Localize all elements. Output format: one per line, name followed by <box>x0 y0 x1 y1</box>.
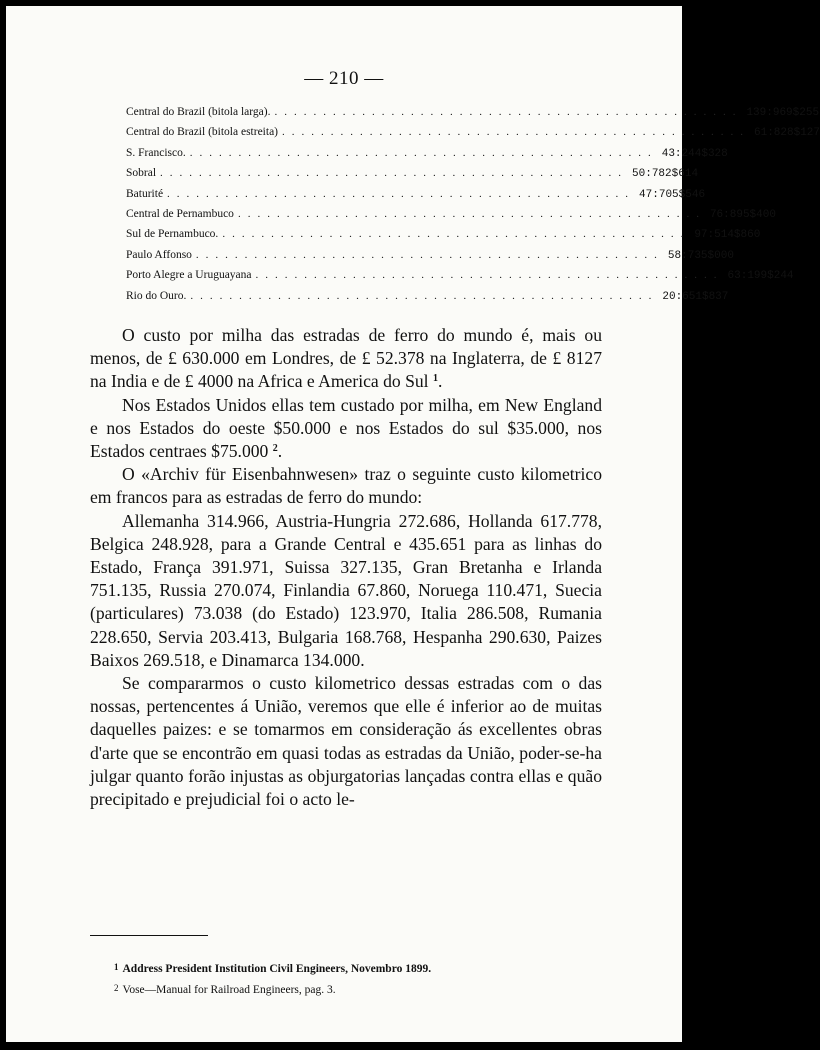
table-row <box>126 187 706 208</box>
leader-dots: ................................................ <box>237 207 706 220</box>
table-row <box>126 167 699 187</box>
footnote-mark: 2 <box>114 983 119 993</box>
row-value: 63:199$244 <box>727 270 794 283</box>
railway-cost-table <box>126 106 820 310</box>
paragraph-archiv <box>90 463 602 509</box>
page-number: — 210 — <box>304 68 384 89</box>
paragraph-text: Se compararmos o custo kilometrico dessas estradas com o das nossas, pertencentes á União, veremos que elle é inferior ao de muitas daquelles paizes: e se tomarmos em consideração ás excellentes obras d'arte que se encontrão em quasi todas as estradas da União, poder-se-ha julgar quanto forão injustas as objurgatorias lançadas contra ellas e quão precipitado e prejudicial foi o acto le- <box>90 673 602 810</box>
footnote-text: Address President Institution Civil Engineers, Novembro 1899. <box>122 963 432 975</box>
table-row <box>126 228 761 248</box>
row-value: 43:244$328 <box>661 147 728 160</box>
footnote-1 <box>114 958 584 979</box>
table-row <box>126 269 794 289</box>
paragraph-country-costs <box>90 510 602 672</box>
paragraph-text: O custo por milha das estradas de ferro do mundo é, mais ou menos, de £ 630.000 em Londres, de £ 52.378 na Inglaterra, de £ 8127 na India e de £ 4000 na Africa e America do Sul <box>90 325 602 392</box>
footnote-ref: 2 <box>272 443 278 455</box>
row-name: Paulo Affonso <box>126 248 192 261</box>
leader-dots: ................................................ <box>189 146 658 159</box>
leader-dots: ................................................ <box>167 187 636 200</box>
row-value: 61:828$127 <box>754 127 820 140</box>
row-name: Central do Brazil (bitola larga). <box>126 106 271 118</box>
book-page <box>6 6 820 1042</box>
footnote-2 <box>114 979 584 1000</box>
row-value: 58:735$000 <box>667 249 734 262</box>
leader-dots: ................................................ <box>222 228 691 241</box>
table-row <box>126 207 776 228</box>
paragraph-united-states: Nos Estados Unidos ellas tem custado por milha, em New England e nos Estados do oeste $50.000 e nos Estados do sul $35.000, nos Estados centraes $75.000 $^2$. <box>90 394 602 462</box>
row-value: 20:651$837 <box>662 290 729 303</box>
footnotes <box>114 958 584 1000</box>
footnote-divider <box>90 935 208 936</box>
row-name: S. Francisco. <box>126 146 186 159</box>
leader-dots: ................................................ <box>195 248 664 261</box>
leader-dots: ................................................ <box>255 269 724 282</box>
footnote-text: Vose—Manual for Railroad Engineers, pag. 3. <box>122 984 336 996</box>
row-value: 139:969$255 <box>746 107 820 119</box>
body-text <box>90 324 602 811</box>
table-row <box>126 248 734 269</box>
footnote-mark: 1 <box>114 962 119 972</box>
row-name: Central de Pernambuco <box>126 207 234 220</box>
leader-dots: ................................................ <box>160 167 629 180</box>
row-name: Sul de Pernambuco. <box>126 228 219 241</box>
row-value: 76:895$400 <box>709 208 776 221</box>
leader-dots: ................................................ <box>282 126 750 139</box>
paragraph-text: O «Archiv für Eisenbahnwesen» traz o seguinte custo kilometrico em francos para as estradas de ferro do mundo: <box>90 464 602 508</box>
table-row <box>126 126 820 146</box>
paragraph-text: Allemanha 314.966, Austria-Hungria 272.686, Hollanda 617.778, Belgica 248.928, para a Grande Central e 435.651 para as linhas do Estado, França 391.971, Suissa 327.135, Gran Bretanha e Irlanda 751.135, Russia 270.074, Finlandia 67.860, Noruega 110.471, Suecia (particulares) 73.038 (do Estado) 123.970, Italia 286.508, Rumania 228.650, Servia 203.413, Bulgaria 168.768, Hespanha 290.630, Paizes Baixos 269.518, e Dinamarca 134.000. <box>90 510 602 670</box>
table-row <box>126 106 820 126</box>
row-value: 47:705$546 <box>639 188 706 201</box>
row-value: 50:782$614 <box>632 168 699 181</box>
footnote-ref: 1 <box>432 373 438 385</box>
leader-dots: ................................................ <box>190 289 659 302</box>
row-value: 97:514$860 <box>694 229 761 242</box>
row-name: Rio do Ouro. <box>126 289 187 302</box>
paragraph-comparison <box>90 672 602 811</box>
row-name: Baturité <box>126 187 164 200</box>
row-name: Central do Brazil (bitola estreita) <box>126 126 278 139</box>
row-name: Porto Alegre a Uruguayana <box>126 269 252 282</box>
row-name: Sobral <box>126 167 157 180</box>
table-row <box>126 289 729 310</box>
paragraph-cost-per-mile: O custo por milha das estradas de ferro do mundo é, mais ou menos, de £ 630.000 em Londres, de £ 52.378 na Inglaterra, de £ 8127 na India e de £ 4000 na Africa e America do Sul $^1$. <box>90 325 602 392</box>
table-row <box>126 146 728 167</box>
paragraph-text: Nos Estados Unidos ellas tem custado por milha, em New England e nos Estados do oeste $50.000 e nos Estados do sul $35.000, nos Estados centraes $75.000 <box>90 394 602 462</box>
leader-dots: ................................................ <box>274 106 743 118</box>
